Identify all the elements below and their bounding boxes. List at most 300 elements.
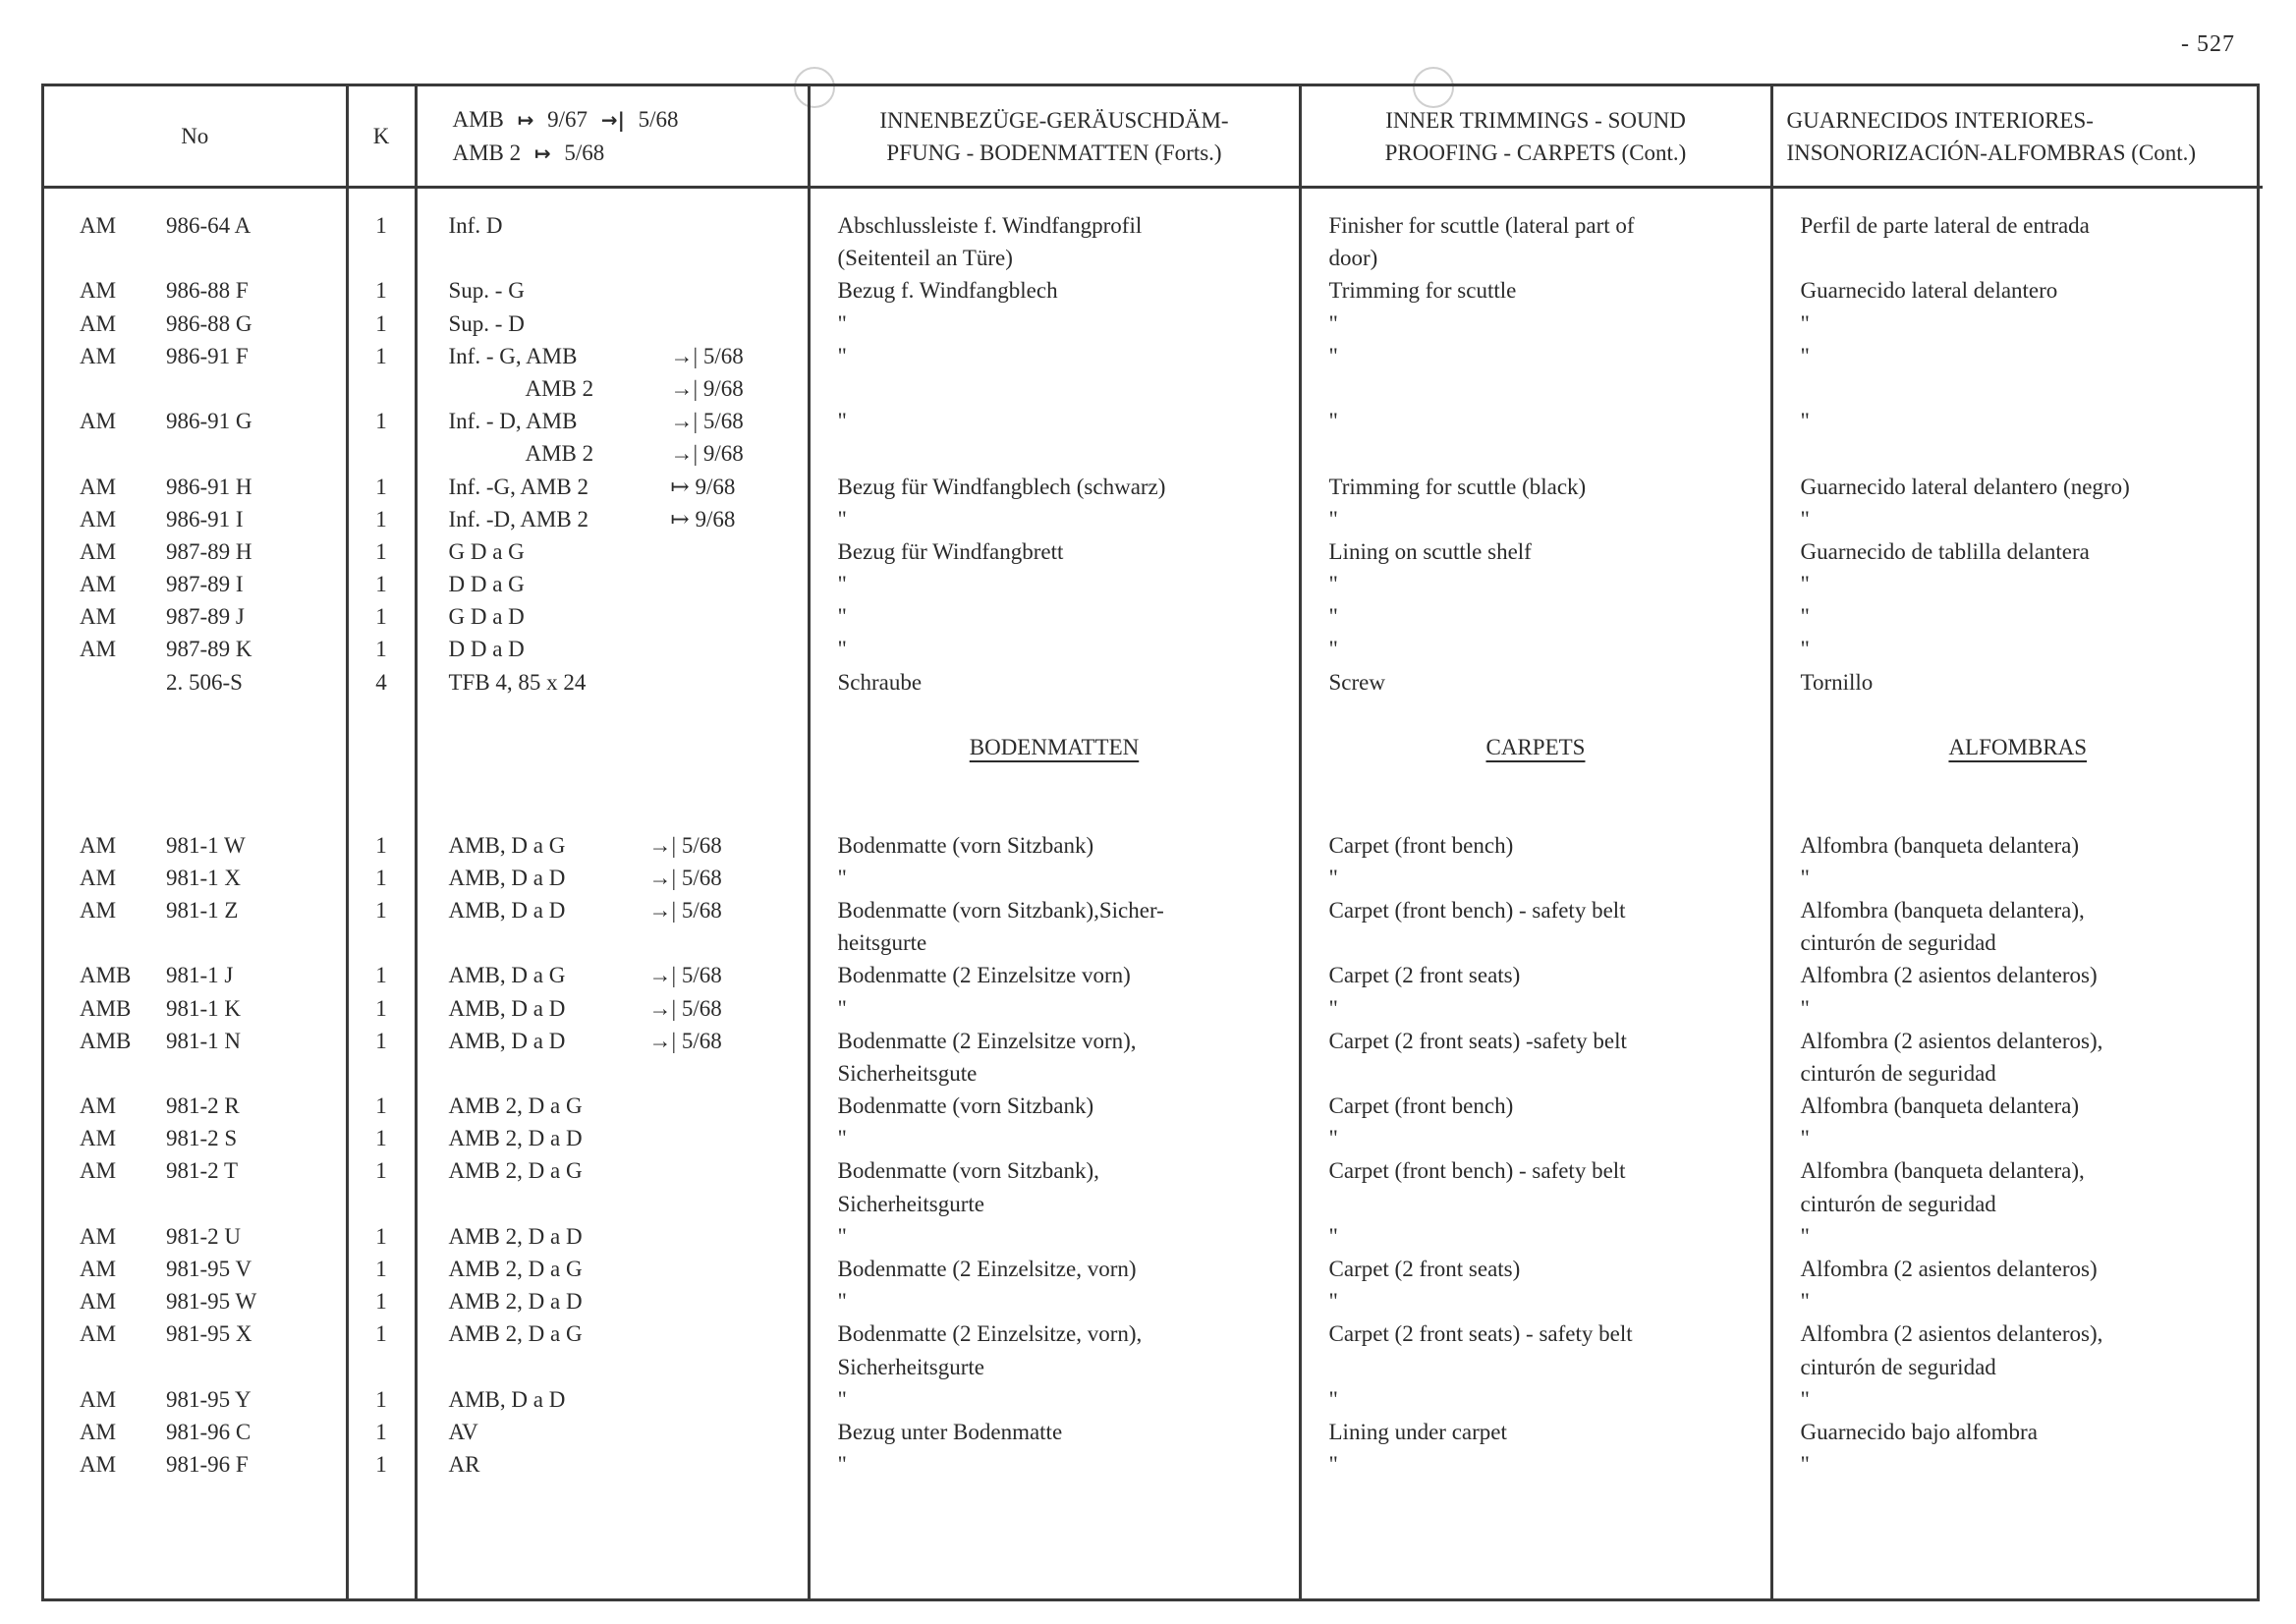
description-de: " [837,506,847,532]
description-en [1302,926,1770,959]
application-cell [418,959,808,991]
description-es: Guarnecido lateral delantero [1800,278,2058,304]
part-number: 987-89 K [166,637,252,662]
description-es: " [1800,409,1810,434]
part-number-cell [44,1317,346,1350]
part-prefix: AM [80,1452,117,1478]
part-number-cell [44,959,346,991]
header-amb [416,86,809,188]
part-number: 981-2 R [166,1093,240,1119]
description-en: Trimming for scuttle [1328,278,1517,304]
description-de: " [837,572,847,597]
part-prefix: AM [80,604,117,630]
description-es: " [1800,572,1810,597]
quantity-cell [349,926,415,959]
part-number: 981-95 Y [166,1386,252,1412]
quantity-cell: 1 [375,1386,387,1412]
part-prefix: AM [80,538,117,564]
description-es: Guarnecido bajo alfombra [1800,1419,2038,1444]
part-number: 981-1 J [166,963,234,988]
part-number-cell [44,699,346,731]
application-cell [418,763,808,796]
part-number-cell [44,340,346,372]
description-en: door) [1328,246,1378,271]
application-text: AR [448,1452,480,1478]
description-es: Alfombra (2 asientos delanteros), [1800,1028,2103,1053]
application-cell [418,535,808,568]
description-en: Carpet (2 front seats) [1328,963,1521,988]
effectivity-date: ↦ 9/68 [670,474,736,499]
description-en: " [1328,637,1338,662]
description-en: Carpet (front bench) [1328,832,1514,858]
part-number-cell [44,1383,346,1416]
header-spanish [1771,86,2263,188]
part-number: 986-91 H [166,474,252,499]
from-arrow-icon: ↦ [533,140,551,165]
part-number: 981-95 W [166,1289,257,1315]
part-number-cell [44,471,346,503]
application-cell [418,1220,808,1253]
part-number-cell [44,763,346,796]
description-de: Bodenmatte (vorn Sitzbank) [837,832,1094,858]
part-number-cell [44,372,346,405]
description-de: " [837,1126,847,1151]
quantity-cell [349,796,415,828]
header-amb-from: 9/67 [547,106,588,132]
part-prefix: AM [80,1223,117,1249]
part-number: 987-89 I [166,572,244,597]
description-de: Sicherheitsgurte [837,1191,984,1216]
quantity-cell [349,731,415,763]
effectivity-date: →| 5/68 [648,1028,722,1053]
part-number-cell [44,503,346,535]
quantity-cell: 1 [375,832,387,858]
effectivity-date: →| 5/68 [648,897,722,923]
application-cell [418,274,808,307]
application-text: Inf. -G, AMB 2 [448,474,588,499]
application-text: AMB 2 [525,375,594,401]
application-text: AMB 2, D a D [448,1289,583,1315]
part-number-cell [44,535,346,568]
description-de: Abschlussleiste f. Windfangprofil [837,213,1143,238]
application-text: AMB 2, D a G [448,1158,583,1184]
application-cell [418,437,808,470]
application-cell [418,1383,808,1416]
header-amb2-from: 5/68 [564,140,605,165]
part-number: 986-91 F [166,343,249,368]
description-de [811,763,1299,796]
quantity-cell: 1 [375,1126,387,1151]
application-cell [418,1122,808,1154]
description-es: " [1800,604,1810,630]
application-text: AMB, D a D [448,1386,566,1412]
part-prefix: AM [80,637,117,662]
part-number: 981-96 C [166,1419,252,1444]
description-es: cinturón de seguridad [1800,1060,1996,1086]
part-number-cell [44,1351,346,1383]
part-number: 981-95 X [166,1321,252,1347]
column-amb [416,188,809,1599]
description-en [1302,437,1770,470]
part-number-cell [44,992,346,1025]
quantity-cell: 4 [375,669,387,695]
description-en: " [1328,1386,1338,1412]
description-en: Lining on scuttle shelf [1328,538,1532,564]
description-de: " [837,1223,847,1249]
part-number: 987-89 J [166,604,245,630]
application-text: D D a G [448,572,525,597]
parts-table [44,86,2263,1598]
description-es: Alfombra (2 asientos delanteros), [1800,1321,2103,1347]
description-es: " [1800,995,1810,1021]
application-text: AMB 2, D a D [448,1126,583,1151]
application-cell [418,372,808,405]
part-prefix: AMB [80,995,132,1021]
description-en: " [1328,310,1338,336]
description-en [1302,372,1770,405]
description-de [811,372,1299,405]
quantity-cell [349,1188,415,1220]
part-number: 981-2 T [166,1158,239,1184]
description-es: Alfombra (banqueta delantera), [1800,897,2085,923]
application-cell [418,1285,808,1317]
quantity-cell [349,1351,415,1383]
header-german-line-1: INNENBEZÜGE-GERÄUSCHDÄM- [879,107,1229,133]
description-de [811,699,1299,731]
section-heading-de [811,731,1299,763]
description-es: Alfombra (banqueta delantera), [1800,1158,2085,1184]
description-de: Bodenmatte (2 Einzelsitze vorn), [837,1028,1137,1053]
description-en: " [1328,1126,1338,1151]
column-k [347,188,416,1599]
part-number-cell [44,1122,346,1154]
description-es: Alfombra (banqueta delantera) [1800,832,2080,858]
application-text: Inf. D [448,213,503,238]
application-cell [418,1253,808,1285]
description-de: " [837,409,847,434]
part-number-cell [44,405,346,437]
part-number-cell [44,600,346,633]
description-en: Screw [1328,669,1385,695]
application-cell [418,242,808,274]
application-text: AMB 2 [525,441,594,467]
description-es: " [1800,865,1810,890]
quantity-cell: 1 [375,506,387,532]
description-en: Carpet (2 front seats) -safety belt [1328,1028,1627,1053]
part-number: 981-1 X [166,865,242,890]
header-row [44,86,2263,188]
application-text: Inf. -D, AMB 2 [448,506,588,532]
quantity-cell [349,372,415,405]
description-es [1773,372,2264,405]
description-es: Tornillo [1800,669,1874,695]
description-es: " [1800,1223,1810,1249]
quantity-cell: 1 [375,474,387,499]
description-en: Carpet (2 front seats) [1328,1257,1521,1281]
application-text: AMB 2, D a G [448,1257,583,1281]
column-spanish [1771,188,2263,1599]
application-cell [418,666,808,699]
part-number-cell [44,308,346,340]
application-cell [418,209,808,242]
quantity-cell: 1 [375,1028,387,1053]
part-number: 2. 506-S [166,669,243,695]
description-en: " [1328,1289,1338,1315]
section-heading-text: CARPETS [1485,735,1586,759]
part-prefix: AM [80,343,117,368]
part-prefix: AM [80,572,117,597]
part-prefix: AM [80,897,117,923]
description-de: Bodenmatte (2 Einzelsitze, vorn) [837,1257,1137,1281]
application-text: AMB 2, D a D [448,1223,583,1249]
quantity-cell: 1 [375,1223,387,1249]
description-es [1773,763,2264,796]
application-text: Inf. - G, AMB [448,343,578,368]
part-number-cell [44,209,346,242]
quantity-cell: 1 [375,865,387,890]
description-es: Alfombra (2 asientos delanteros) [1800,963,2098,988]
part-prefix: AM [80,1321,117,1347]
application-text: AMB 2, D a G [448,1093,583,1119]
effectivity-date: →| 5/68 [648,832,722,858]
part-number-cell [44,894,346,926]
application-cell [418,1317,808,1350]
application-text: G D a G [448,538,525,564]
part-number: 981-1 W [166,832,246,858]
application-cell [418,308,808,340]
part-prefix: AM [80,310,117,336]
parts-list-sheet [41,84,2260,1601]
description-en [1302,699,1770,731]
application-text: Inf. - D, AMB [448,409,578,434]
part-number-cell [44,1285,346,1317]
description-de: Bodenmatte (vorn Sitzbank),Sicher- [837,897,1164,923]
description-de: Bodenmatte (vorn Sitzbank), [837,1158,1099,1184]
part-prefix: AM [80,474,117,499]
quantity-cell: 1 [375,1452,387,1478]
part-prefix: AM [80,1093,117,1119]
description-es: " [1800,1289,1810,1315]
effectivity-date: →| 9/68 [670,441,744,467]
description-de: " [837,1452,847,1478]
quantity-cell: 1 [375,572,387,597]
application-cell [418,405,808,437]
description-en: Finisher for scuttle (lateral part of [1328,213,1635,238]
application-text: AMB, D a D [448,995,566,1021]
quantity-cell: 1 [375,897,387,923]
quantity-cell: 1 [375,604,387,630]
description-de: Bezug unter Bodenmatte [837,1419,1063,1444]
column-german [809,188,1300,1599]
section-heading-en [1302,731,1770,763]
application-text: AV [448,1419,478,1444]
part-number: 981-1 Z [166,897,239,923]
application-cell [418,471,808,503]
quantity-cell: 1 [375,1419,387,1444]
description-es: " [1800,506,1810,532]
part-number: 986-88 G [166,310,252,336]
from-arrow-icon: ↦ [517,107,534,132]
body-row [44,188,2263,1599]
application-text: AMB, D a G [448,832,566,858]
part-number-cell [44,437,346,470]
description-es: " [1800,343,1810,368]
description-de: " [837,343,847,368]
part-prefix: AM [80,1289,117,1315]
part-number: 981-95 V [166,1257,252,1281]
part-prefix: AM [80,1126,117,1151]
application-cell [418,829,808,862]
description-es [1773,437,2264,470]
section-heading-text: ALFOMBRAS [1948,735,2088,759]
application-cell [418,1448,808,1481]
description-en: " [1328,1223,1338,1249]
description-de: Bodenmatte (vorn Sitzbank) [837,1093,1094,1119]
description-en: Trimming for scuttle (black) [1328,474,1587,499]
quantity-cell [349,699,415,731]
effectivity-date: →| 5/68 [648,963,722,988]
part-number-cell [44,926,346,959]
column-english [1300,188,1771,1599]
description-en: " [1328,995,1338,1021]
description-en: " [1328,604,1338,630]
part-prefix: AMB [80,963,132,988]
application-cell [418,926,808,959]
description-de: Bezug für Windfangbrett [837,538,1064,564]
application-text: AMB, D a D [448,897,566,923]
part-prefix: AMB [80,1028,132,1053]
description-de: Bezug für Windfangblech (schwarz) [837,474,1166,499]
part-number-cell [44,1448,346,1481]
quantity-cell: 1 [375,310,387,336]
part-number-cell [44,242,346,274]
application-cell [418,699,808,731]
part-number-cell [44,829,346,862]
application-cell [418,1154,808,1187]
until-arrow-icon: →| [600,107,625,132]
quantity-cell: 1 [375,995,387,1021]
description-de: " [837,1386,847,1412]
description-de [811,437,1299,470]
application-text: TFB 4, 85 x 24 [448,669,587,695]
description-de [811,796,1299,828]
header-amb2-model: AMB 2 [452,140,522,165]
part-prefix: AM [80,1386,117,1412]
description-en [1302,1057,1770,1090]
part-number-cell [44,796,346,828]
application-text: AMB, D a D [448,1028,566,1053]
part-prefix: AM [80,1158,117,1184]
part-number-cell [44,568,346,600]
application-text: Sup. - G [448,278,525,304]
quantity-cell [349,437,415,470]
part-prefix: AM [80,409,117,434]
description-en [1302,796,1770,828]
application-cell [418,992,808,1025]
application-cell [418,1090,808,1122]
description-de: Bezug f. Windfangblech [837,278,1058,304]
application-cell [418,1057,808,1090]
description-es [1773,242,2264,274]
part-number: 986-64 A [166,213,252,238]
quantity-cell: 1 [375,278,387,304]
part-number-cell [44,1057,346,1090]
part-number-cell [44,862,346,894]
part-number-cell [44,1416,346,1448]
effectivity-date: →| 5/68 [670,343,744,368]
header-amb-to: 5/68 [638,106,679,132]
part-number: 981-2 U [166,1223,242,1249]
quantity-cell: 1 [375,1257,387,1281]
description-es: " [1800,1452,1810,1478]
description-de: Sicherheitsgurte [837,1354,984,1379]
application-text: G D a D [448,604,525,630]
application-cell [418,894,808,926]
description-de: Sicherheitsgute [837,1060,978,1086]
description-es: Perfil de parte lateral de entrada [1800,213,2090,238]
header-spanish-line-1: GUARNECIDOS INTERIORES- [1786,107,2094,133]
section-heading-text: BODENMATTEN [969,735,1140,759]
section-heading-es [1773,731,2264,763]
quantity-cell: 1 [375,1321,387,1347]
part-number-cell [44,1220,346,1253]
description-de: Bodenmatte (2 Einzelsitze, vorn), [837,1321,1143,1347]
application-text: AMB, D a G [448,963,566,988]
description-de: heitsgurte [837,930,927,956]
header-k: K [347,86,416,188]
part-number: 981-1 K [166,995,242,1021]
application-text: AMB 2, D a G [448,1321,583,1347]
application-cell [418,1188,808,1220]
application-cell [418,568,808,600]
description-en [1302,763,1770,796]
header-english [1300,86,1771,188]
description-de: " [837,1289,847,1315]
quantity-cell: 1 [375,1289,387,1315]
part-prefix: AM [80,213,117,238]
part-number-cell [44,731,346,763]
description-es: " [1800,1126,1810,1151]
effectivity-date: →| 5/68 [648,995,722,1021]
description-de: (Seitenteil an Türe) [837,246,1013,271]
part-number-cell [44,1025,346,1057]
application-cell [418,1025,808,1057]
part-prefix: AM [80,278,117,304]
header-amb-model: AMB [452,106,504,132]
quantity-cell: 1 [375,213,387,238]
application-text: D D a D [448,637,525,662]
description-de: Bodenmatte (2 Einzelsitze vorn) [837,963,1131,988]
part-number: 981-2 S [166,1126,238,1151]
description-en: " [1328,572,1338,597]
application-cell [418,796,808,828]
description-es [1773,699,2264,731]
part-number: 986-88 F [166,278,249,304]
application-cell [418,503,808,535]
part-number-cell [44,633,346,665]
application-cell [418,862,808,894]
header-german-line-2: PFUNG - BODENMATTEN (Forts.) [886,140,1222,165]
description-en: " [1328,343,1338,368]
part-number: 986-91 G [166,409,252,434]
effectivity-date: →| 5/68 [648,865,722,890]
part-number: 987-89 H [166,538,252,564]
part-number: 981-1 N [166,1028,242,1053]
description-de: Schraube [837,669,923,695]
part-prefix: AM [80,832,117,858]
quantity-cell: 1 [375,538,387,564]
part-number-cell [44,274,346,307]
